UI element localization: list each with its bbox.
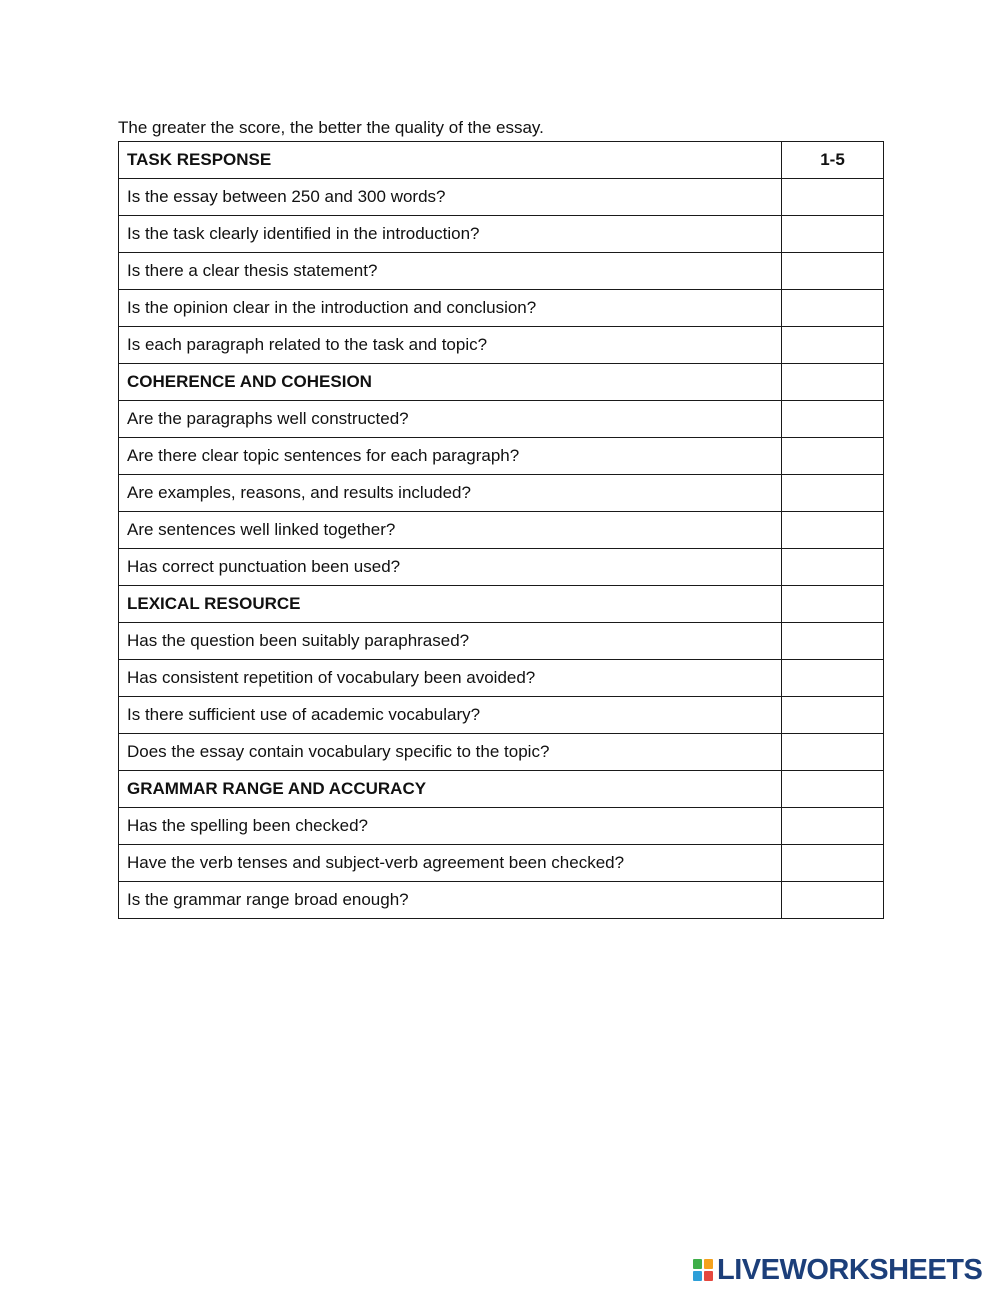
logo-mark-square <box>704 1259 713 1269</box>
table-row <box>119 253 884 290</box>
score-cell[interactable] <box>782 845 884 882</box>
logo-mark-square <box>693 1259 702 1269</box>
table-row <box>119 512 884 549</box>
criterion-label: Has consistent repetition of vocabulary been avoided? <box>119 660 782 697</box>
score-cell[interactable] <box>782 549 884 586</box>
score-cell[interactable] <box>782 179 884 216</box>
table-row <box>119 549 884 586</box>
table-row <box>119 697 884 734</box>
criterion-label: Does the essay contain vocabulary specific to the topic? <box>119 734 782 771</box>
criterion-label: Is there a clear thesis statement? <box>119 253 782 290</box>
table-row <box>119 623 884 660</box>
logo-mark-square <box>693 1271 702 1281</box>
intro-text: The greater the score, the better the quality of the essay. <box>118 118 544 137</box>
table-row <box>119 845 884 882</box>
score-cell[interactable] <box>782 734 884 771</box>
criterion-label: Is the task clearly identified in the introduction? <box>119 216 782 253</box>
score-cell[interactable] <box>782 660 884 697</box>
score-cell[interactable] <box>782 697 884 734</box>
score-cell[interactable] <box>782 438 884 475</box>
section-heading: GRAMMAR RANGE AND ACCURACY <box>119 771 782 808</box>
table-row <box>119 660 884 697</box>
score-cell[interactable] <box>782 401 884 438</box>
score-cell[interactable] <box>782 808 884 845</box>
table-row <box>119 401 884 438</box>
logo-mark-square <box>704 1271 713 1281</box>
criterion-label: Is the essay between 250 and 300 words? <box>119 179 782 216</box>
rubric-table <box>118 141 884 919</box>
table-row <box>119 882 884 919</box>
logo-mark-icon <box>693 1259 713 1281</box>
criterion-label: Is the grammar range broad enough? <box>119 882 782 919</box>
section-heading-row <box>119 364 884 401</box>
score-cell[interactable] <box>782 216 884 253</box>
score-cell[interactable] <box>782 512 884 549</box>
table-row <box>119 290 884 327</box>
liveworksheets-logo <box>693 1255 982 1285</box>
criterion-label: Are sentences well linked together? <box>119 512 782 549</box>
table-row <box>119 734 884 771</box>
score-cell[interactable] <box>782 364 884 401</box>
criterion-label: Are examples, reasons, and results included? <box>119 475 782 512</box>
score-cell[interactable] <box>782 327 884 364</box>
score-cell[interactable] <box>782 586 884 623</box>
rubric-table-body <box>119 142 884 919</box>
criterion-label: Has the spelling been checked? <box>119 808 782 845</box>
score-cell[interactable] <box>782 253 884 290</box>
section-heading-row <box>119 586 884 623</box>
table-row <box>119 475 884 512</box>
table-row <box>119 808 884 845</box>
logo-text: LIVEWORKSHEETS <box>717 1254 983 1286</box>
criterion-label: Is each paragraph related to the task and topic? <box>119 327 782 364</box>
table-row <box>119 216 884 253</box>
criterion-label: Have the verb tenses and subject-verb agreement been checked? <box>119 845 782 882</box>
criterion-label: Are the paragraphs well constructed? <box>119 401 782 438</box>
criterion-label: Is the opinion clear in the introduction and conclusion? <box>119 290 782 327</box>
score-cell[interactable] <box>782 623 884 660</box>
criterion-label: Is there sufficient use of academic vocabulary? <box>119 697 782 734</box>
criterion-label: Are there clear topic sentences for each paragraph? <box>119 438 782 475</box>
table-row <box>119 179 884 216</box>
section-heading: COHERENCE AND COHESION <box>119 364 782 401</box>
score-column-heading: 1-5 <box>782 142 884 179</box>
table-header-row <box>119 142 884 179</box>
section-heading: LEXICAL RESOURCE <box>119 586 782 623</box>
score-cell[interactable] <box>782 290 884 327</box>
score-cell[interactable] <box>782 771 884 808</box>
score-cell[interactable] <box>782 475 884 512</box>
section-heading-task-response: TASK RESPONSE <box>119 142 782 179</box>
criterion-label: Has the question been suitably paraphrased? <box>119 623 782 660</box>
table-row <box>119 327 884 364</box>
score-cell[interactable] <box>782 882 884 919</box>
table-row <box>119 438 884 475</box>
section-heading-row <box>119 771 884 808</box>
criterion-label: Has correct punctuation been used? <box>119 549 782 586</box>
